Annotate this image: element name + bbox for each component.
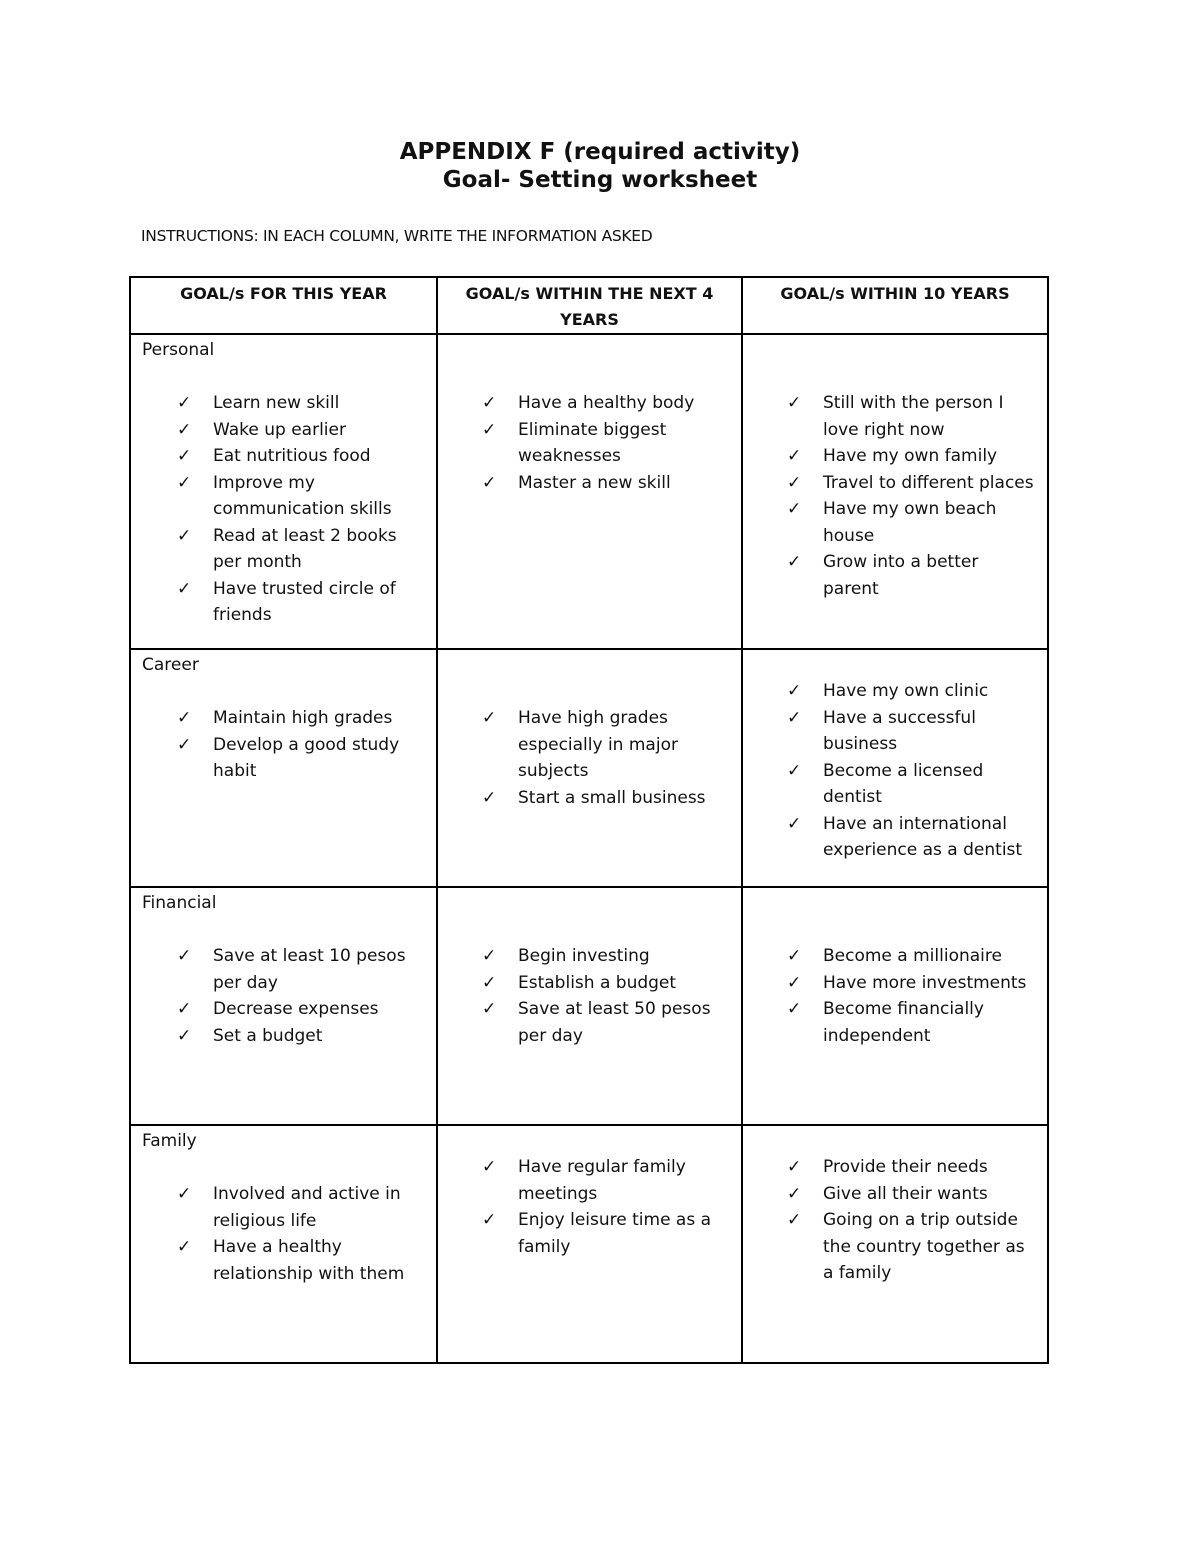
goal-item — [131, 705, 424, 732]
goal-text: Decrease expenses — [213, 999, 379, 1019]
goal-text: Going on a trip outside the country together as a family — [823, 1210, 1025, 1283]
cell-career-next-4-years — [437, 649, 742, 887]
goal-item — [438, 705, 729, 785]
goal-text: Have my own beach house — [823, 499, 997, 546]
goal-item — [131, 996, 424, 1023]
goal-item — [438, 785, 729, 812]
goal-item — [743, 678, 1035, 705]
checkmark-icon: ✓ — [482, 708, 497, 728]
cell-family-within-10-years — [742, 1125, 1048, 1363]
cell-personal-within-10-years — [742, 334, 1048, 649]
checkmark-icon: ✓ — [787, 1157, 802, 1177]
goal-text: Have a successful business — [823, 707, 976, 754]
checkmark-icon: ✓ — [177, 419, 192, 440]
goal-item — [743, 705, 1035, 758]
goal-item — [131, 1181, 424, 1234]
goal-item — [743, 1207, 1035, 1287]
goal-text: Improve my communication skills — [213, 472, 392, 519]
checkmark-icon: ✓ — [787, 946, 802, 966]
goal-list — [131, 1181, 436, 1287]
checkmark-icon: ✓ — [482, 972, 497, 993]
goal-item — [131, 1023, 424, 1050]
goal-text: Have an international experience as a dentist — [823, 813, 1023, 860]
checkmark-icon: ✓ — [177, 472, 192, 493]
goal-item — [743, 1154, 1035, 1181]
checkmark-icon: ✓ — [787, 393, 802, 413]
goal-text: Give all their wants — [823, 1183, 988, 1204]
checkmark-icon: ✓ — [787, 1210, 802, 1230]
cell-family-this-year — [130, 1125, 437, 1363]
goal-text: Have more investments — [823, 972, 1027, 993]
checkmark-icon: ✓ — [177, 446, 192, 466]
goal-text: Have my own clinic — [823, 681, 989, 701]
checkmark-icon: ✓ — [482, 419, 497, 440]
table-row-financial — [130, 887, 1048, 1125]
goal-list — [131, 943, 436, 1049]
checkmark-icon: ✓ — [787, 472, 802, 493]
category-label: Financial — [142, 893, 217, 913]
checkmark-icon: ✓ — [177, 1237, 192, 1257]
goal-text: Begin investing — [518, 946, 650, 966]
goal-item — [438, 1207, 729, 1260]
header-within-10-years: GOAL/s WITHIN 10 YEARS — [742, 277, 1048, 334]
checkmark-icon: ✓ — [177, 1184, 192, 1204]
goal-text: Set a budget — [213, 1025, 323, 1046]
cell-financial-this-year — [130, 887, 437, 1125]
goal-text: Maintain high grades — [213, 708, 393, 728]
checkmark-icon: ✓ — [177, 999, 192, 1019]
goal-item — [438, 996, 729, 1049]
table-row-personal — [130, 334, 1048, 649]
goal-text: Wake up earlier — [213, 419, 346, 440]
goal-list — [743, 943, 1047, 1049]
goal-text: Save at least 50 pesos per day — [518, 999, 711, 1046]
goal-item — [743, 996, 1035, 1049]
goal-item — [743, 1181, 1035, 1208]
goal-text: Become financially independent — [823, 999, 984, 1046]
goal-text: Eliminate biggest weaknesses — [518, 419, 667, 466]
checkmark-icon: ✓ — [482, 393, 497, 413]
checkmark-icon: ✓ — [177, 393, 192, 413]
goal-text: Involved and active in religious life — [213, 1184, 401, 1231]
checkmark-icon: ✓ — [787, 1183, 802, 1204]
goal-item — [743, 470, 1035, 497]
goal-item — [743, 758, 1035, 811]
goal-item — [131, 390, 424, 417]
goal-list — [743, 678, 1047, 864]
goal-text: Become a millionaire — [823, 946, 1002, 966]
checkmark-icon: ✓ — [177, 578, 192, 599]
goal-item — [438, 1154, 729, 1207]
document-title — [0, 138, 1200, 194]
goal-list — [743, 1154, 1047, 1287]
goal-text: Learn new skill — [213, 393, 340, 413]
goal-item — [438, 417, 729, 470]
goal-text: Eat nutritious food — [213, 446, 371, 466]
cell-financial-within-10-years — [742, 887, 1048, 1125]
checkmark-icon: ✓ — [787, 681, 802, 701]
checkmark-icon: ✓ — [177, 946, 192, 966]
checkmark-icon: ✓ — [177, 708, 192, 728]
category-label: Career — [142, 655, 199, 675]
goal-text: Read at least 2 books per month — [213, 525, 397, 572]
goal-text: Become a licensed dentist — [823, 760, 984, 807]
goal-text: Provide their needs — [823, 1157, 988, 1177]
goal-text: Save at least 10 pesos per day — [213, 946, 406, 993]
table-row-family — [130, 1125, 1048, 1363]
checkmark-icon: ✓ — [177, 734, 192, 755]
cell-career-within-10-years — [742, 649, 1048, 887]
goal-text: Establish a budget — [518, 972, 677, 993]
checkmark-icon: ✓ — [177, 1025, 192, 1046]
checkmark-icon: ✓ — [177, 525, 192, 546]
title-line-2: Goal- Setting worksheet — [442, 167, 758, 193]
goal-item — [131, 523, 424, 576]
goal-text: Still with the person I love right now — [823, 393, 1004, 440]
goal-item — [743, 811, 1035, 864]
goal-item — [438, 390, 729, 417]
checkmark-icon: ✓ — [482, 1210, 497, 1230]
goal-text: Enjoy leisure time as a family — [518, 1210, 712, 1257]
cell-family-next-4-years — [437, 1125, 742, 1363]
checkmark-icon: ✓ — [482, 999, 497, 1019]
goal-text: Grow into a better parent — [823, 552, 979, 599]
checkmark-icon: ✓ — [787, 707, 802, 728]
goal-item — [131, 1234, 424, 1287]
goal-list — [743, 390, 1047, 602]
goal-list — [438, 705, 741, 811]
goal-item — [438, 943, 729, 970]
goal-text: Have trusted circle of friends — [213, 578, 396, 625]
cell-personal-this-year — [130, 334, 437, 649]
goal-item — [131, 732, 424, 785]
goal-text: Have a healthy relationship with them — [213, 1237, 405, 1284]
checkmark-icon: ✓ — [787, 760, 802, 781]
goal-item — [743, 443, 1035, 470]
goal-item — [743, 390, 1035, 443]
table-header-row — [130, 277, 1048, 334]
goal-item — [131, 443, 424, 470]
goal-item — [131, 943, 424, 996]
checkmark-icon: ✓ — [787, 999, 802, 1019]
checkmark-icon: ✓ — [787, 552, 802, 572]
checkmark-icon: ✓ — [482, 946, 497, 966]
cell-career-this-year — [130, 649, 437, 887]
checkmark-icon: ✓ — [482, 472, 497, 493]
goal-item — [743, 943, 1035, 970]
goal-item — [438, 470, 729, 497]
goal-list — [131, 390, 436, 629]
cell-personal-next-4-years — [437, 334, 742, 649]
category-label: Personal — [142, 340, 215, 360]
goal-item — [743, 496, 1035, 549]
goal-text: Have a healthy body — [518, 393, 695, 413]
goal-text: Travel to different places — [823, 472, 1034, 493]
checkmark-icon: ✓ — [482, 1157, 497, 1177]
goal-item — [438, 970, 729, 997]
checkmark-icon: ✓ — [482, 787, 497, 808]
goal-setting-table — [129, 276, 1049, 1364]
goal-text: Start a small business — [518, 787, 706, 808]
title-line-1: APPENDIX F (required activity) — [399, 139, 801, 165]
header-this-year: GOAL/s FOR THIS YEAR — [130, 277, 437, 334]
goal-list — [438, 1154, 741, 1260]
category-label: Family — [142, 1131, 197, 1151]
goal-list — [438, 390, 741, 496]
goal-item — [743, 549, 1035, 602]
table-row-career — [130, 649, 1048, 887]
checkmark-icon: ✓ — [787, 972, 802, 993]
goal-text: Master a new skill — [518, 472, 671, 493]
goal-list — [131, 705, 436, 785]
goal-item — [131, 470, 424, 523]
goal-text: Have my own family — [823, 446, 998, 466]
header-next-4-years: GOAL/s WITHIN THE NEXT 4 YEARS — [437, 277, 742, 334]
cell-financial-next-4-years — [437, 887, 742, 1125]
goal-text: Have regular family meetings — [518, 1157, 686, 1204]
goal-item — [743, 970, 1035, 997]
checkmark-icon: ✓ — [787, 499, 802, 519]
goal-text: Develop a good study habit — [213, 734, 400, 781]
goal-list — [438, 943, 741, 1049]
checkmark-icon: ✓ — [787, 446, 802, 466]
checkmark-icon: ✓ — [787, 813, 802, 834]
instructions-text: INSTRUCTIONS: IN EACH COLUMN, WRITE THE INFORMATION ASKED — [141, 227, 653, 245]
goal-item — [131, 576, 424, 629]
goal-item — [131, 417, 424, 444]
goal-text: Have high grades especially in major subjects — [518, 708, 678, 781]
